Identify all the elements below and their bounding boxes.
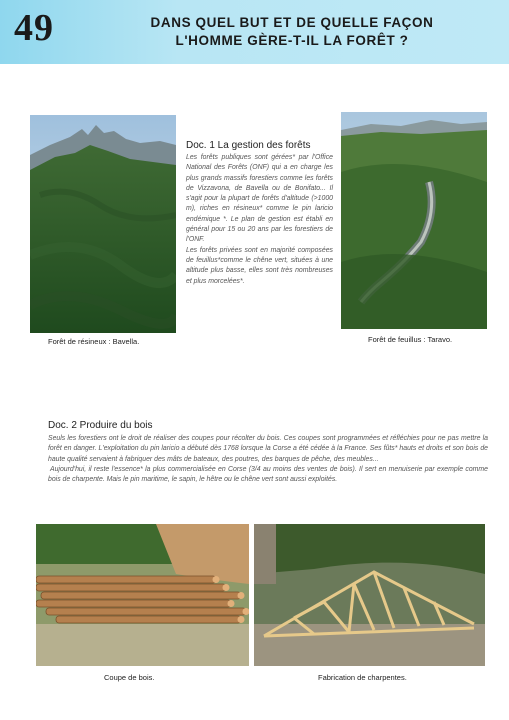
doc2-text [48,434,488,485]
page-header [0,0,509,64]
doc2-paragraph2: Aujourd'hui, il reste l'essence* la plus commercialisée en Corse (3/4 au moins des ventes de bois). Il sert en menuiserie par exemple comme bois de charpente. Mais le pin maritime, le sapin, le hêtre ou le chêne vert sont aussi exploités. [48,465,488,484]
doc1-title: Doc. 1 La gestion des forêts [186,140,311,151]
photo-broadleaf-forest [341,112,487,329]
doc1-paragraph2: Les forêts privées sont en majorité composées de feuillus*comme le chêne vert, situées à une altitude plus basse, elles sont très nombreuses et plus morcelées*. [186,246,333,285]
doc1-text [186,153,333,287]
photo-wood-cutting [36,524,249,666]
doc1-paragraph1: Les forêts publiques sont gérées* par l'Office National des Forêts (ONF) qui a en charge les plus grands massifs forestiers comme les forêts de Vizzavona, de Bavella ou de Bonifato... Il s'agit pour la plupart de forêts d'altitude (>1000 m), riches en résineux* comme le pin laricio endémique *. Le plan de gestion est établi en général pour 15 ou 20 ans par les forestiers de l'ONF. [186,154,333,244]
caption-wood-cutting: Coupe de bois. [104,673,155,682]
photo-truss-construction [254,524,485,666]
page-title-line1: DANS QUEL BUT ET DE QUELLE FAÇON [150,15,434,30]
caption-conifer-forest: Forêt de résineux : Bavella. [48,337,140,346]
doc2-paragraph1: Seuls les forestiers ont le droit de réaliser des coupes pour récolter du bois. Ces coupes sont programmées et réfléchies pour ne pas mettre la forêt en danger. L'exploitation du pin laricio a débuté dès 1768 lorsque la Corse a été cédée à la France. Ses fûts* hauts et droits et son bois de haute qualité servaient à fabriquer des mâts de bateaux, des poutres, des barques de pêche, des meubles... [48,435,488,463]
doc2-title: Doc. 2 Produire du bois [48,420,153,431]
photo-conifer-forest [30,115,176,333]
page-number: 49 [14,7,54,49]
caption-truss-construction: Fabrication de charpentes. [318,673,407,682]
caption-broadleaf-forest: Forêt de feuillus : Taravo. [368,335,453,344]
page-title [82,14,502,50]
page-title-line2: L'HOMME GÈRE-T-IL LA FORÊT ? [175,33,409,48]
